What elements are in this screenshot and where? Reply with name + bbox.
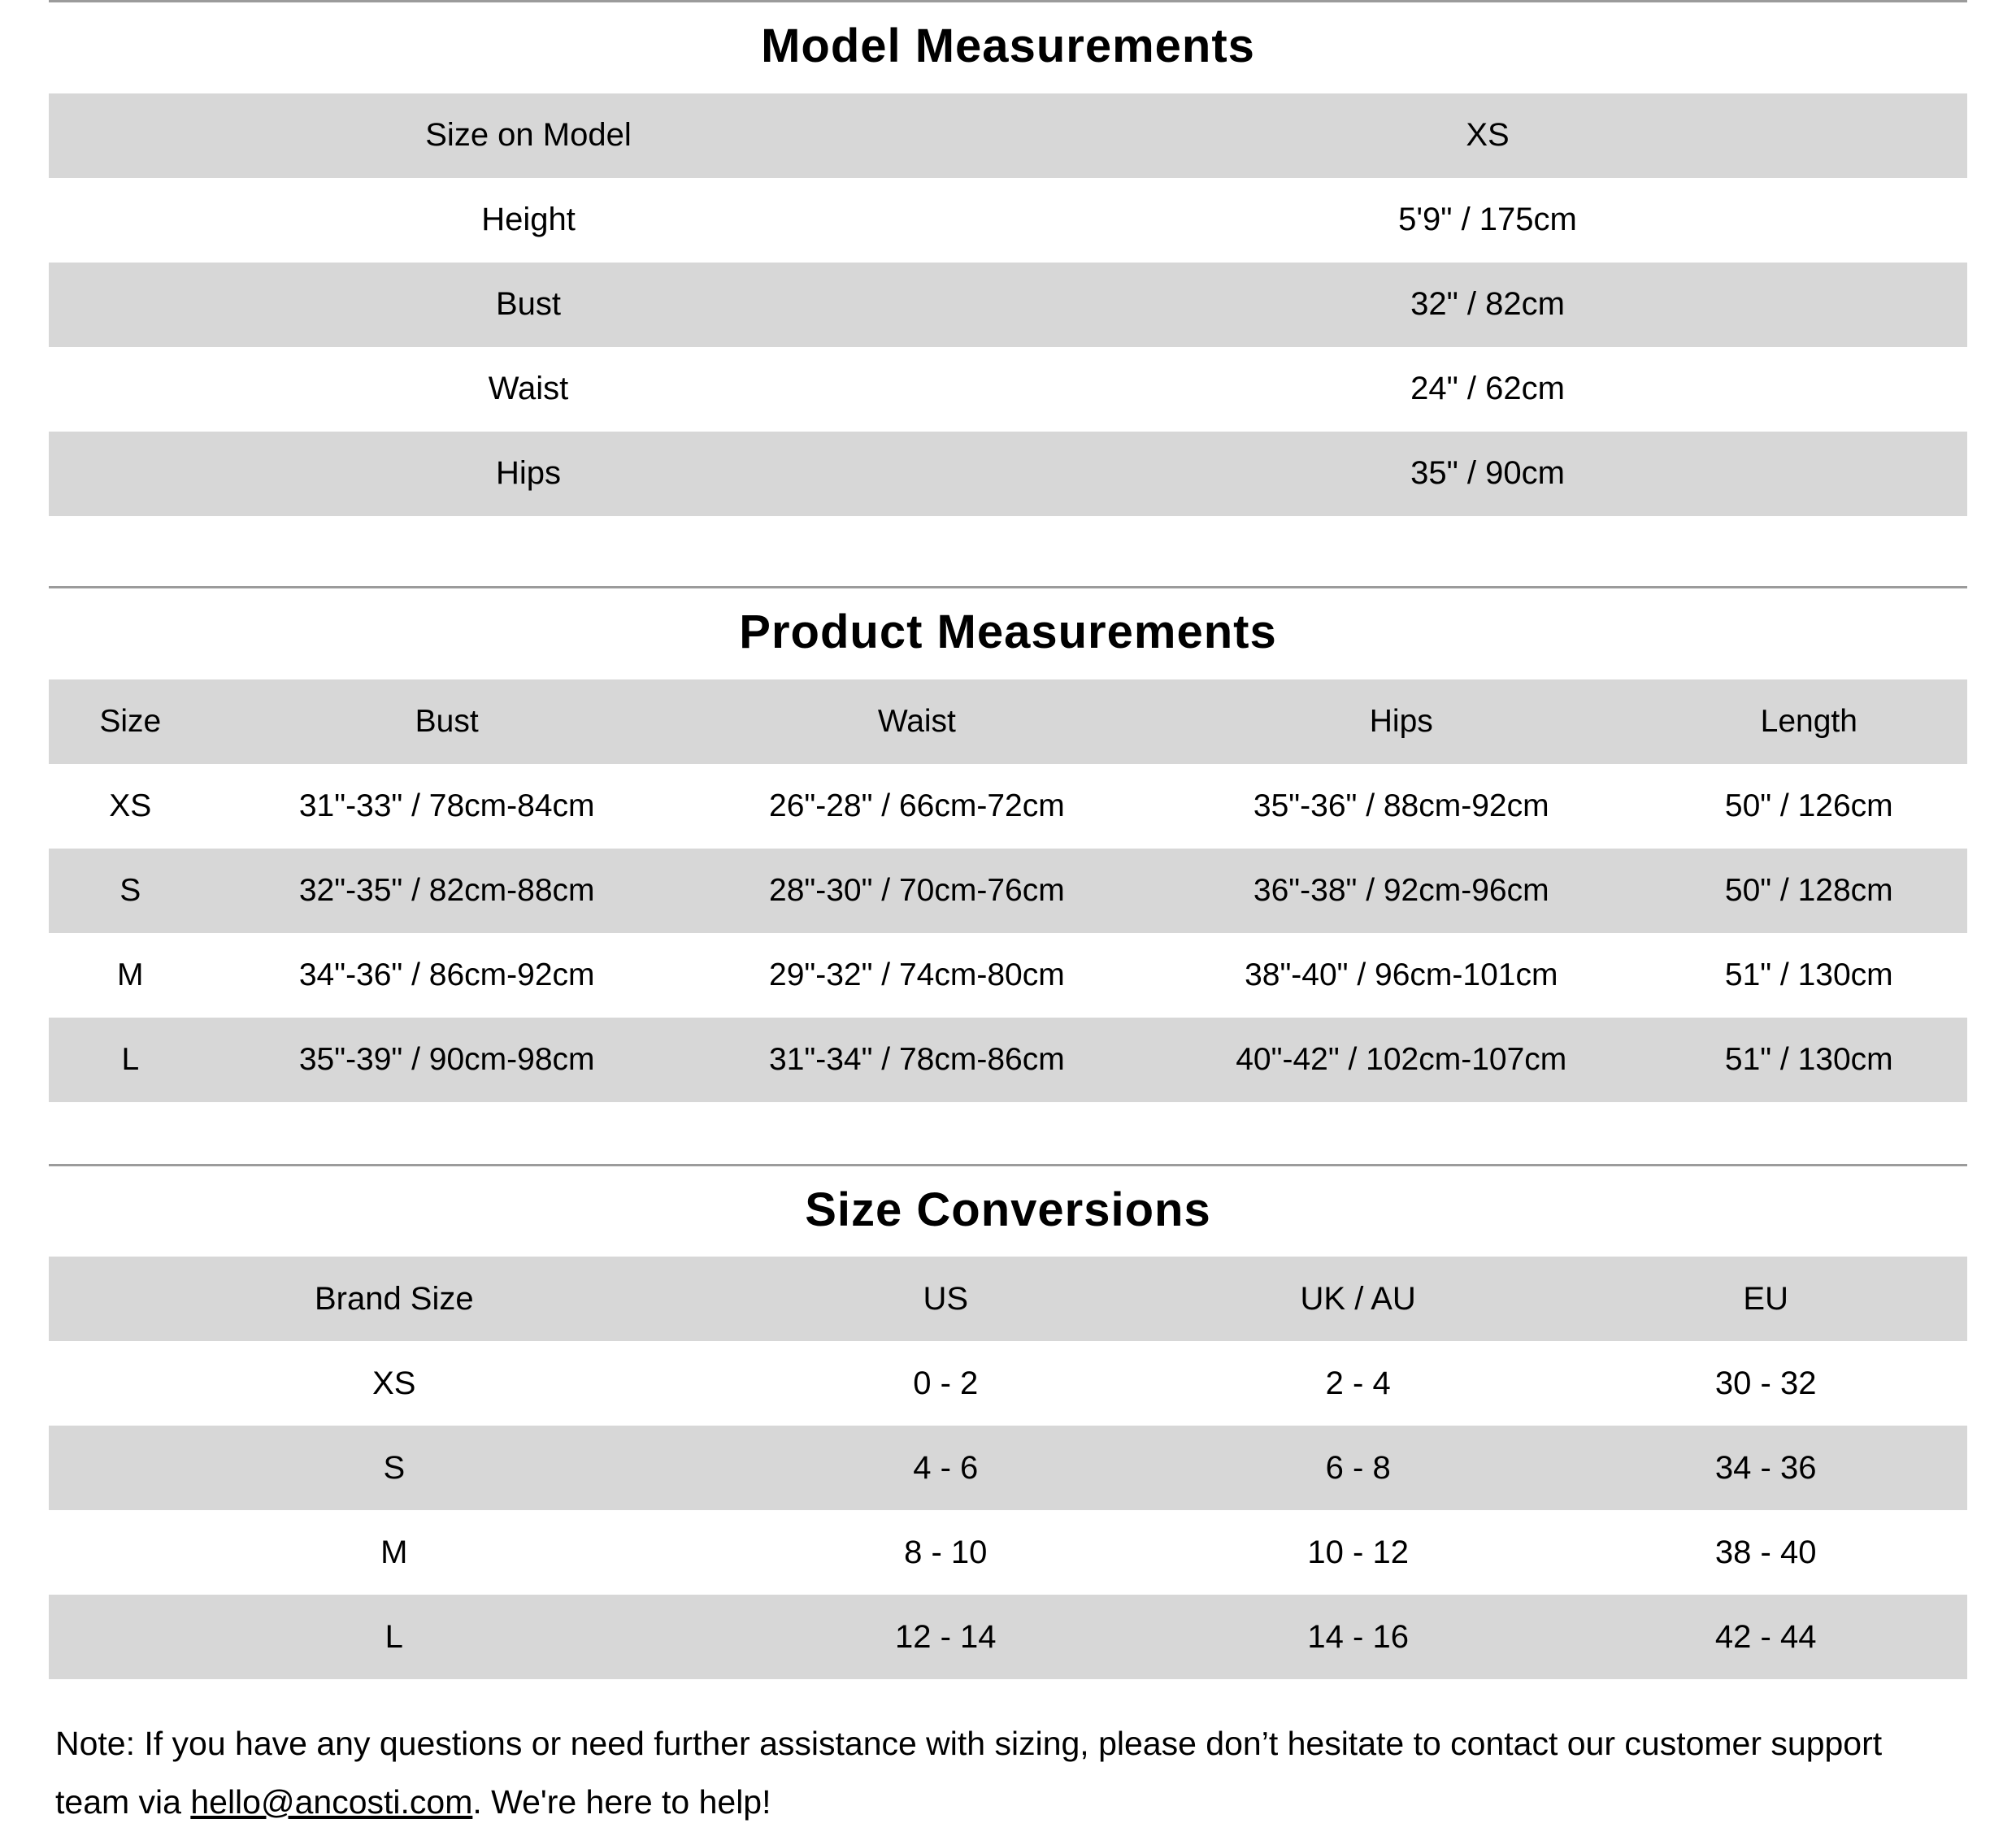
column-header-bust: Bust <box>212 679 682 764</box>
model-row-label: Height <box>481 202 576 238</box>
size-conversions-title: Size Conversions <box>805 1183 1211 1236</box>
column-header-size: Size <box>49 679 212 764</box>
cell-length: 50" / 128cm <box>1651 849 1967 933</box>
section-spacer <box>49 1102 1967 1164</box>
column-header-length: Length <box>1651 679 1967 764</box>
support-note <box>49 1679 1967 1832</box>
cell-size: XS <box>109 788 152 823</box>
table-row <box>49 764 1967 849</box>
product-measurements-title: Product Measurements <box>739 605 1277 658</box>
model-row-label: Hips <box>49 432 1008 516</box>
model-measurements-table <box>49 93 1967 516</box>
column-header-hips: Hips <box>1152 679 1651 764</box>
cell-hips: 38"-40" / 96cm-101cm <box>1245 957 1558 992</box>
section-spacer <box>49 516 1967 586</box>
table-row <box>49 1510 1967 1595</box>
cell-hips: 36"-38" / 92cm-96cm <box>1152 849 1651 933</box>
cell-length: 50" / 126cm <box>1724 788 1893 823</box>
cell-bust: 34"-36" / 86cm-92cm <box>298 957 595 992</box>
cell-length: 51" / 130cm <box>1724 957 1893 992</box>
cell-eu: 30 - 32 <box>1714 1365 1817 1401</box>
cell-hips: 40"-42" / 102cm-107cm <box>1152 1018 1651 1102</box>
model-row-value: XS <box>1008 93 1967 178</box>
cell-us: 4 - 6 <box>740 1426 1152 1510</box>
table-row <box>49 1595 1967 1679</box>
table-row <box>49 1426 1967 1510</box>
cell-length: 51" / 130cm <box>1651 1018 1967 1102</box>
model-row-label: Size on Model <box>49 93 1008 178</box>
cell-uk-au: 6 - 8 <box>1152 1426 1564 1510</box>
model-row-value: 24" / 62cm <box>1410 371 1565 407</box>
table-row <box>49 1018 1967 1102</box>
cell-bust: 31"-33" / 78cm-84cm <box>298 788 595 823</box>
support-note-text-after: . We're here to help! <box>472 1783 771 1821</box>
cell-eu: 42 - 44 <box>1564 1595 1967 1679</box>
model-row-label: Waist <box>488 371 569 407</box>
cell-eu: 34 - 36 <box>1564 1426 1967 1510</box>
column-header-uk-au: UK / AU <box>1152 1257 1564 1341</box>
model-row-value: 32" / 82cm <box>1008 263 1967 347</box>
column-header-us: US <box>740 1257 1152 1341</box>
table-row <box>49 178 1967 263</box>
cell-brand-size: S <box>49 1426 740 1510</box>
cell-waist: 29"-32" / 74cm-80cm <box>769 957 1065 992</box>
table-header-row <box>49 1257 1967 1341</box>
column-header-waist: Waist <box>682 679 1152 764</box>
cell-us: 12 - 14 <box>740 1595 1152 1679</box>
cell-uk-au: 10 - 12 <box>1307 1534 1409 1570</box>
cell-eu: 38 - 40 <box>1714 1534 1817 1570</box>
cell-waist: 26"-28" / 66cm-72cm <box>769 788 1065 823</box>
cell-waist: 28"-30" / 70cm-76cm <box>682 849 1152 933</box>
cell-uk-au: 2 - 4 <box>1325 1365 1391 1401</box>
table-row <box>49 93 1967 178</box>
size-conversions-table <box>49 1257 1967 1679</box>
cell-hips: 35"-36" / 88cm-92cm <box>1253 788 1549 823</box>
support-email-link[interactable]: hello@ancosti.com <box>190 1783 473 1821</box>
cell-uk-au: 14 - 16 <box>1152 1595 1564 1679</box>
cell-size: S <box>49 849 212 933</box>
cell-bust: 32"-35" / 82cm-88cm <box>212 849 682 933</box>
cell-bust: 35"-39" / 90cm-98cm <box>212 1018 682 1102</box>
model-row-value: 5'9" / 175cm <box>1398 202 1577 238</box>
table-row <box>49 1341 1967 1426</box>
model-row-value: 35" / 90cm <box>1008 432 1967 516</box>
product-measurements-table <box>49 679 1967 1102</box>
column-header-eu: EU <box>1564 1257 1967 1341</box>
cell-size: L <box>49 1018 212 1102</box>
table-header-row <box>49 679 1967 764</box>
column-header-brand-size: Brand Size <box>49 1257 740 1341</box>
cell-us: 0 - 2 <box>913 1365 979 1401</box>
cell-waist: 31"-34" / 78cm-86cm <box>682 1018 1152 1102</box>
cell-size: M <box>117 957 144 992</box>
cell-brand-size: XS <box>372 1365 416 1401</box>
cell-brand-size: M <box>380 1534 408 1570</box>
table-row <box>49 432 1967 516</box>
support-note-text-before: Note: If you have any questions or need further assistance with sizing, please don’t hesitate to contact our customer support team via <box>55 1725 1883 1821</box>
cell-brand-size: L <box>49 1595 740 1679</box>
table-row <box>49 347 1967 432</box>
table-row <box>49 263 1967 347</box>
model-row-label: Bust <box>49 263 1008 347</box>
cell-us: 8 - 10 <box>904 1534 988 1570</box>
model-measurements-title: Model Measurements <box>761 20 1255 72</box>
table-row <box>49 849 1967 933</box>
table-row <box>49 933 1967 1018</box>
